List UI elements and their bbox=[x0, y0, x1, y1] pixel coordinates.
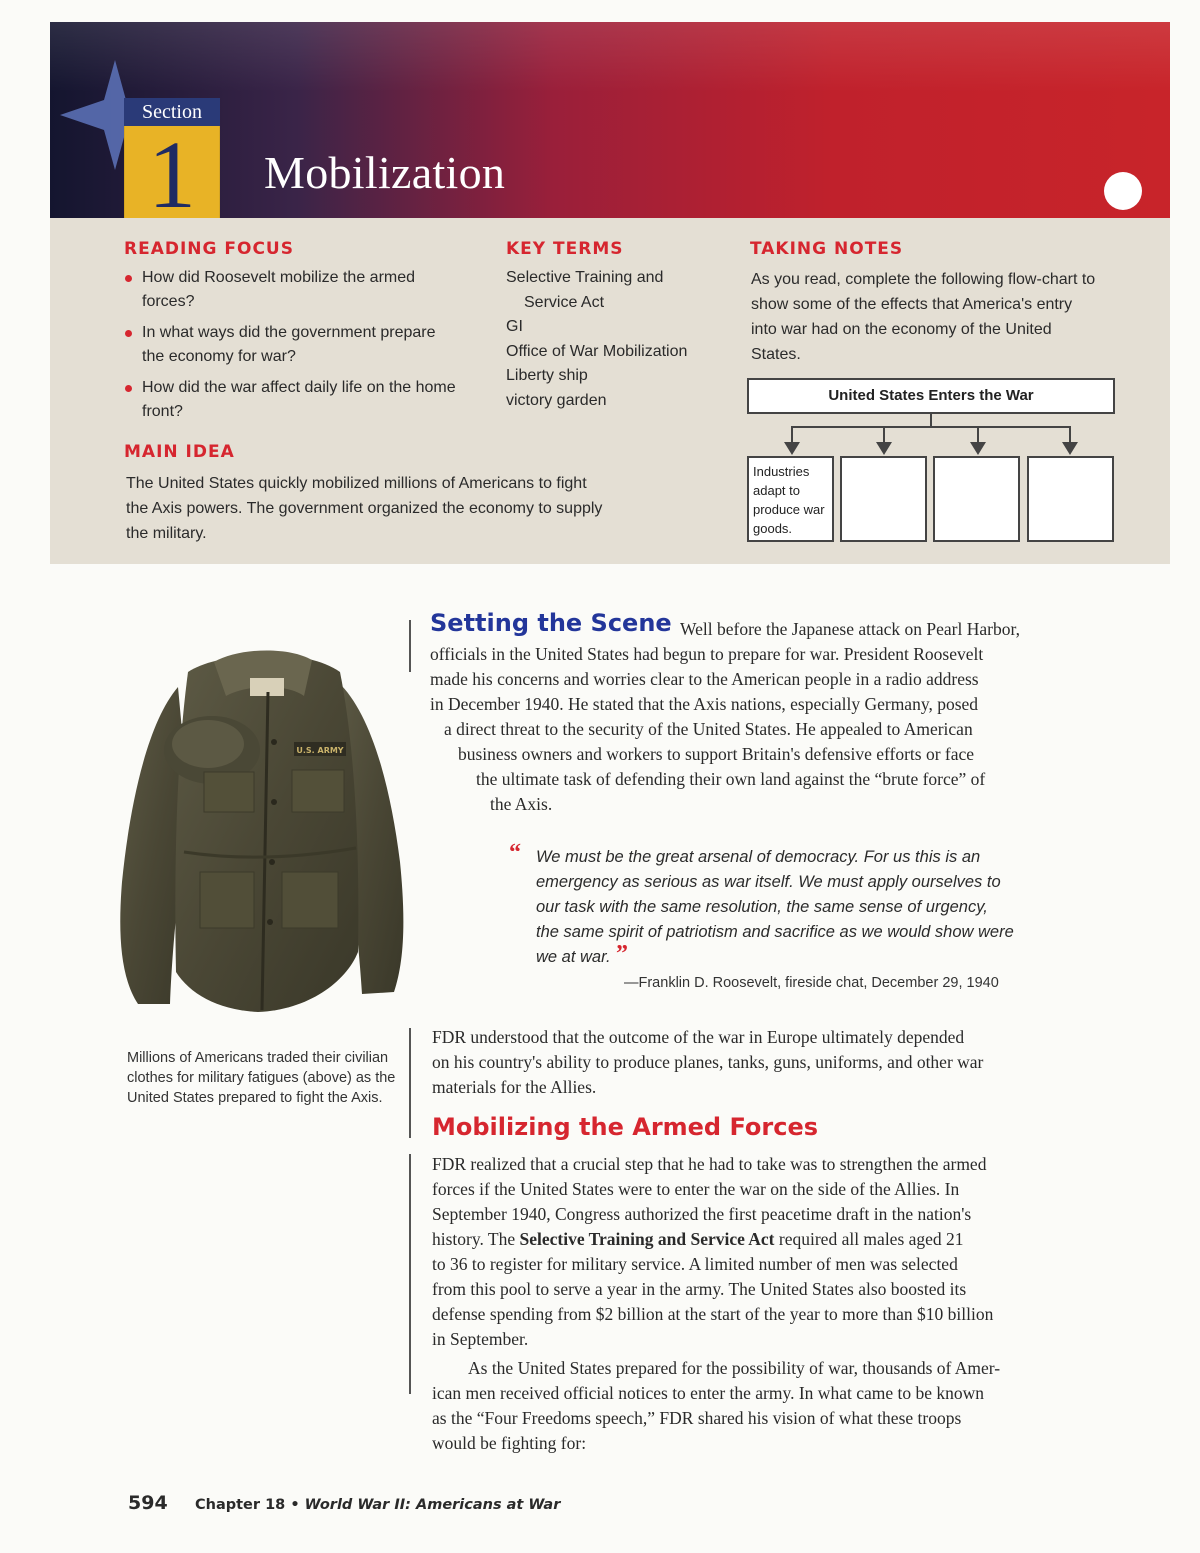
body-text-line: the Axis. bbox=[490, 794, 553, 814]
down-arrow-icon bbox=[969, 426, 987, 456]
focus-question: In what ways did the government prepare the economy for war? bbox=[120, 321, 460, 369]
body-text-line: officials in the United States had begun to prepare for war. President Roosevelt bbox=[430, 644, 984, 664]
key-term-bold: Selective Training and Service Act bbox=[519, 1229, 775, 1249]
key-terms-list bbox=[506, 266, 736, 414]
quote-line: our task with the same resolution, the same sense of urgency, bbox=[536, 898, 988, 916]
main-idea-text: The United States quickly mobilized millions of Americans to fight the Axis powers. The government organized the economy to supply the military. bbox=[126, 475, 603, 542]
body-text-line: defense spending from $2 billion at the start of the year to more than $10 billion bbox=[432, 1304, 994, 1324]
key-terms-heading: KEY TERMS bbox=[506, 239, 624, 259]
body-text-line: from this pool to serve a year in the army. The United States also boosted its bbox=[432, 1279, 967, 1299]
key-term: Office of War Mobilization bbox=[506, 342, 688, 360]
quote-line: we at war. bbox=[536, 948, 611, 966]
quote-line: the same spirit of patriotism and sacrifice as we would show were bbox=[536, 923, 1014, 941]
margin-rule bbox=[409, 1028, 411, 1138]
main-idea-heading: MAIN IDEA bbox=[124, 442, 235, 462]
section-number: 1 bbox=[148, 121, 196, 218]
focus-question: How did Roosevelt mobilize the armed forces? bbox=[120, 266, 460, 314]
down-arrow-icon bbox=[783, 426, 801, 456]
body-text-line: a direct threat to the security of the United States. He appealed to American bbox=[444, 719, 973, 739]
body-text-line: ican men received official notices to enter the army. In what came to be known bbox=[432, 1383, 985, 1403]
flowchart-box-filled bbox=[747, 456, 834, 542]
body-text-line: FDR realized that a crucial step that he had to take was to strengthen the armed bbox=[432, 1154, 987, 1174]
quote-attribution: —Franklin D. Roosevelt, fireside chat, December 29, 1940 bbox=[624, 975, 999, 991]
flowchart-box-text: Industries adapt to produce war goods. bbox=[753, 464, 825, 536]
setting-the-scene-heading: Setting the Scene bbox=[430, 609, 672, 637]
flowchart-box-empty bbox=[933, 456, 1020, 542]
down-arrow-icon bbox=[875, 426, 893, 456]
body-text-line: made his concerns and worries clear to the American people in a radio address bbox=[430, 669, 979, 689]
key-term: GI bbox=[506, 318, 523, 336]
quote-line: We must be the great arsenal of democracy. For us this is an bbox=[536, 848, 981, 866]
close-quote-mark: ” bbox=[616, 941, 628, 967]
body-text-fragment: history. The bbox=[432, 1229, 520, 1249]
down-arrow-icon bbox=[1061, 426, 1079, 456]
open-quote-mark: “ bbox=[509, 840, 521, 866]
body-text-line: materials for the Allies. bbox=[432, 1077, 597, 1097]
quote-line: emergency as serious as war itself. We must apply ourselves to bbox=[536, 873, 1001, 891]
armed-forces-heading: Mobilizing the Armed Forces bbox=[432, 1113, 819, 1141]
margin-rule bbox=[409, 1154, 411, 1394]
focus-question: How did the war affect daily life on the home front? bbox=[120, 376, 460, 424]
page-number: 594 bbox=[128, 1492, 168, 1514]
body-text-line: business owners and workers to support Britain's defensive efforts or face bbox=[458, 744, 975, 764]
reading-focus-heading: READING FOCUS bbox=[124, 239, 294, 259]
key-term: victory garden bbox=[506, 391, 607, 409]
body-text-line: to 36 to register for military service. A limited number of men was selected bbox=[432, 1254, 958, 1274]
flowchart-box-empty bbox=[1027, 456, 1114, 542]
reading-focus-list bbox=[120, 266, 460, 431]
key-term: Service Act bbox=[524, 293, 605, 311]
army-patch-text: U.S. ARMY bbox=[296, 746, 344, 755]
key-term: Liberty ship bbox=[506, 367, 588, 385]
flowchart-top-box: United States Enters the War bbox=[747, 378, 1115, 414]
taking-notes-text: As you read, complete the following flow-chart to show some of the effects that America's entry into war had on the economy of the United States. bbox=[751, 271, 1096, 363]
body-text-line: on his country's ability to produce planes, tanks, guns, uniforms, and other war bbox=[432, 1052, 984, 1072]
section-banner bbox=[50, 22, 1170, 218]
margin-rule bbox=[409, 620, 411, 672]
section-label: Section bbox=[124, 98, 220, 126]
banner-sheen bbox=[50, 22, 1170, 92]
page-title: Mobilization bbox=[264, 147, 506, 198]
chapter-footer bbox=[195, 1497, 560, 1513]
body-text-line bbox=[432, 1227, 964, 1251]
body-text-line: September 1940, Congress authorized the first peacetime draft in the nation's bbox=[432, 1204, 972, 1224]
chapter-label: Chapter 18 • bbox=[195, 1497, 305, 1513]
photo-caption: Millions of Americans traded their civilian clothes for military fatigues (above) as the United States prepared to fight the Axis. bbox=[127, 1050, 396, 1106]
flowchart-box-empty bbox=[840, 456, 927, 542]
body-text-line: Well before the Japanese attack on Pearl Harbor, bbox=[680, 619, 1020, 639]
body-text-line: the ultimate task of defending their own land against the “brute force” of bbox=[476, 769, 986, 789]
chapter-title: World War II: Americans at War bbox=[304, 1497, 561, 1513]
body-text-line: in December 1940. He stated that the Axis nations, especially Germany, posed bbox=[430, 694, 979, 714]
body-text-fragment: required all males aged 21 bbox=[774, 1229, 964, 1249]
body-text-line: as the “Four Freedoms speech,” FDR shared his vision of what these troops bbox=[432, 1408, 962, 1428]
body-text-line: As the United States prepared for the possibility of war, thousands of Amer- bbox=[468, 1358, 1001, 1378]
key-term: Selective Training and bbox=[506, 269, 664, 286]
body-text-line: would be fighting for: bbox=[432, 1433, 587, 1453]
army-jacket-photo bbox=[108, 632, 410, 1016]
bullet-dot bbox=[1104, 172, 1142, 210]
flowchart-connector bbox=[930, 412, 932, 427]
body-text-line: forces if the United States were to enter the war on the side of the Allies. In bbox=[432, 1179, 960, 1199]
flowchart-connector bbox=[791, 426, 1071, 428]
body-text-line: FDR understood that the outcome of the war in Europe ultimately depended bbox=[432, 1027, 965, 1047]
section-badge bbox=[124, 98, 220, 218]
intro-panel bbox=[50, 218, 1170, 564]
taking-notes-heading: TAKING NOTES bbox=[750, 239, 904, 259]
body-text-line: in September. bbox=[432, 1329, 529, 1349]
